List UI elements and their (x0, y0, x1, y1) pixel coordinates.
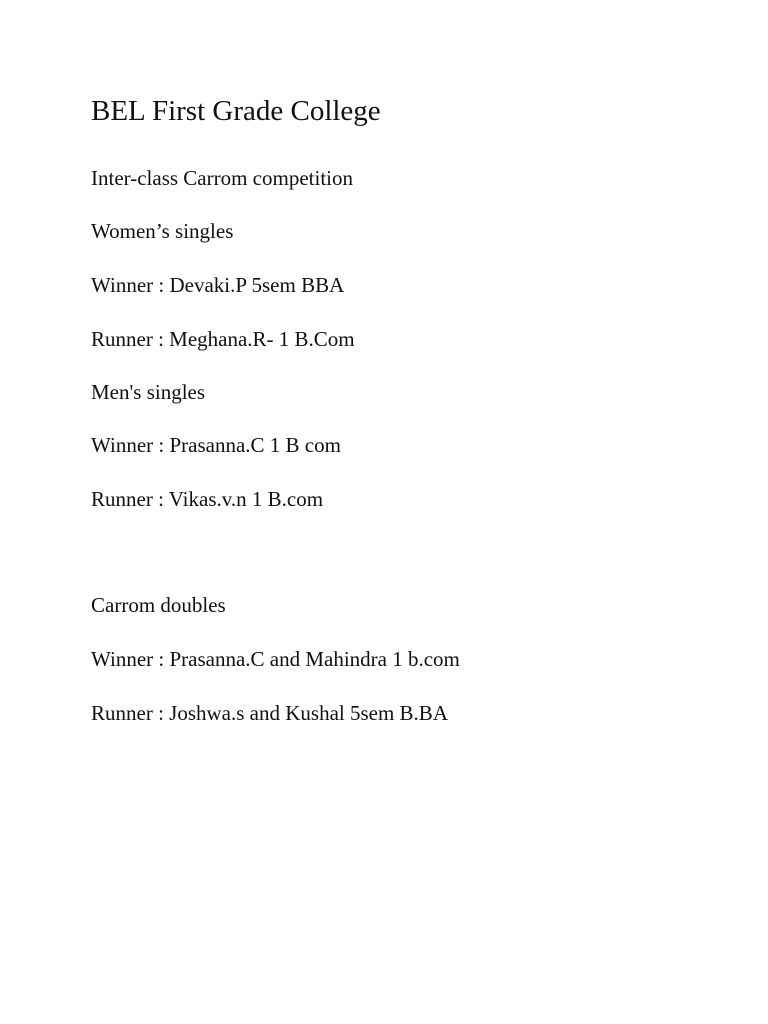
category-heading-mens-singles: Men's singles (91, 380, 206, 404)
mens-singles-runner: Runner : Vikas.v.n 1 B.com (91, 487, 324, 511)
womens-singles-runner: Runner : Meghana.R- 1 B.Com (91, 327, 355, 351)
page-title: BEL First Grade College (91, 95, 381, 127)
mens-singles-winner: Winner : Prasanna.C 1 B com (91, 433, 341, 457)
carrom-doubles-runner: Runner : Joshwa.s and Kushal 5sem B.BA (91, 701, 448, 725)
category-heading-carrom-doubles: Carrom doubles (91, 593, 226, 617)
event-heading: Inter-class Carrom competition (91, 166, 353, 190)
carrom-doubles-winner: Winner : Prasanna.C and Mahindra 1 b.com (91, 647, 460, 671)
womens-singles-winner: Winner : Devaki.P 5sem BBA (91, 273, 345, 297)
category-heading-womens-singles: Women’s singles (91, 219, 234, 243)
